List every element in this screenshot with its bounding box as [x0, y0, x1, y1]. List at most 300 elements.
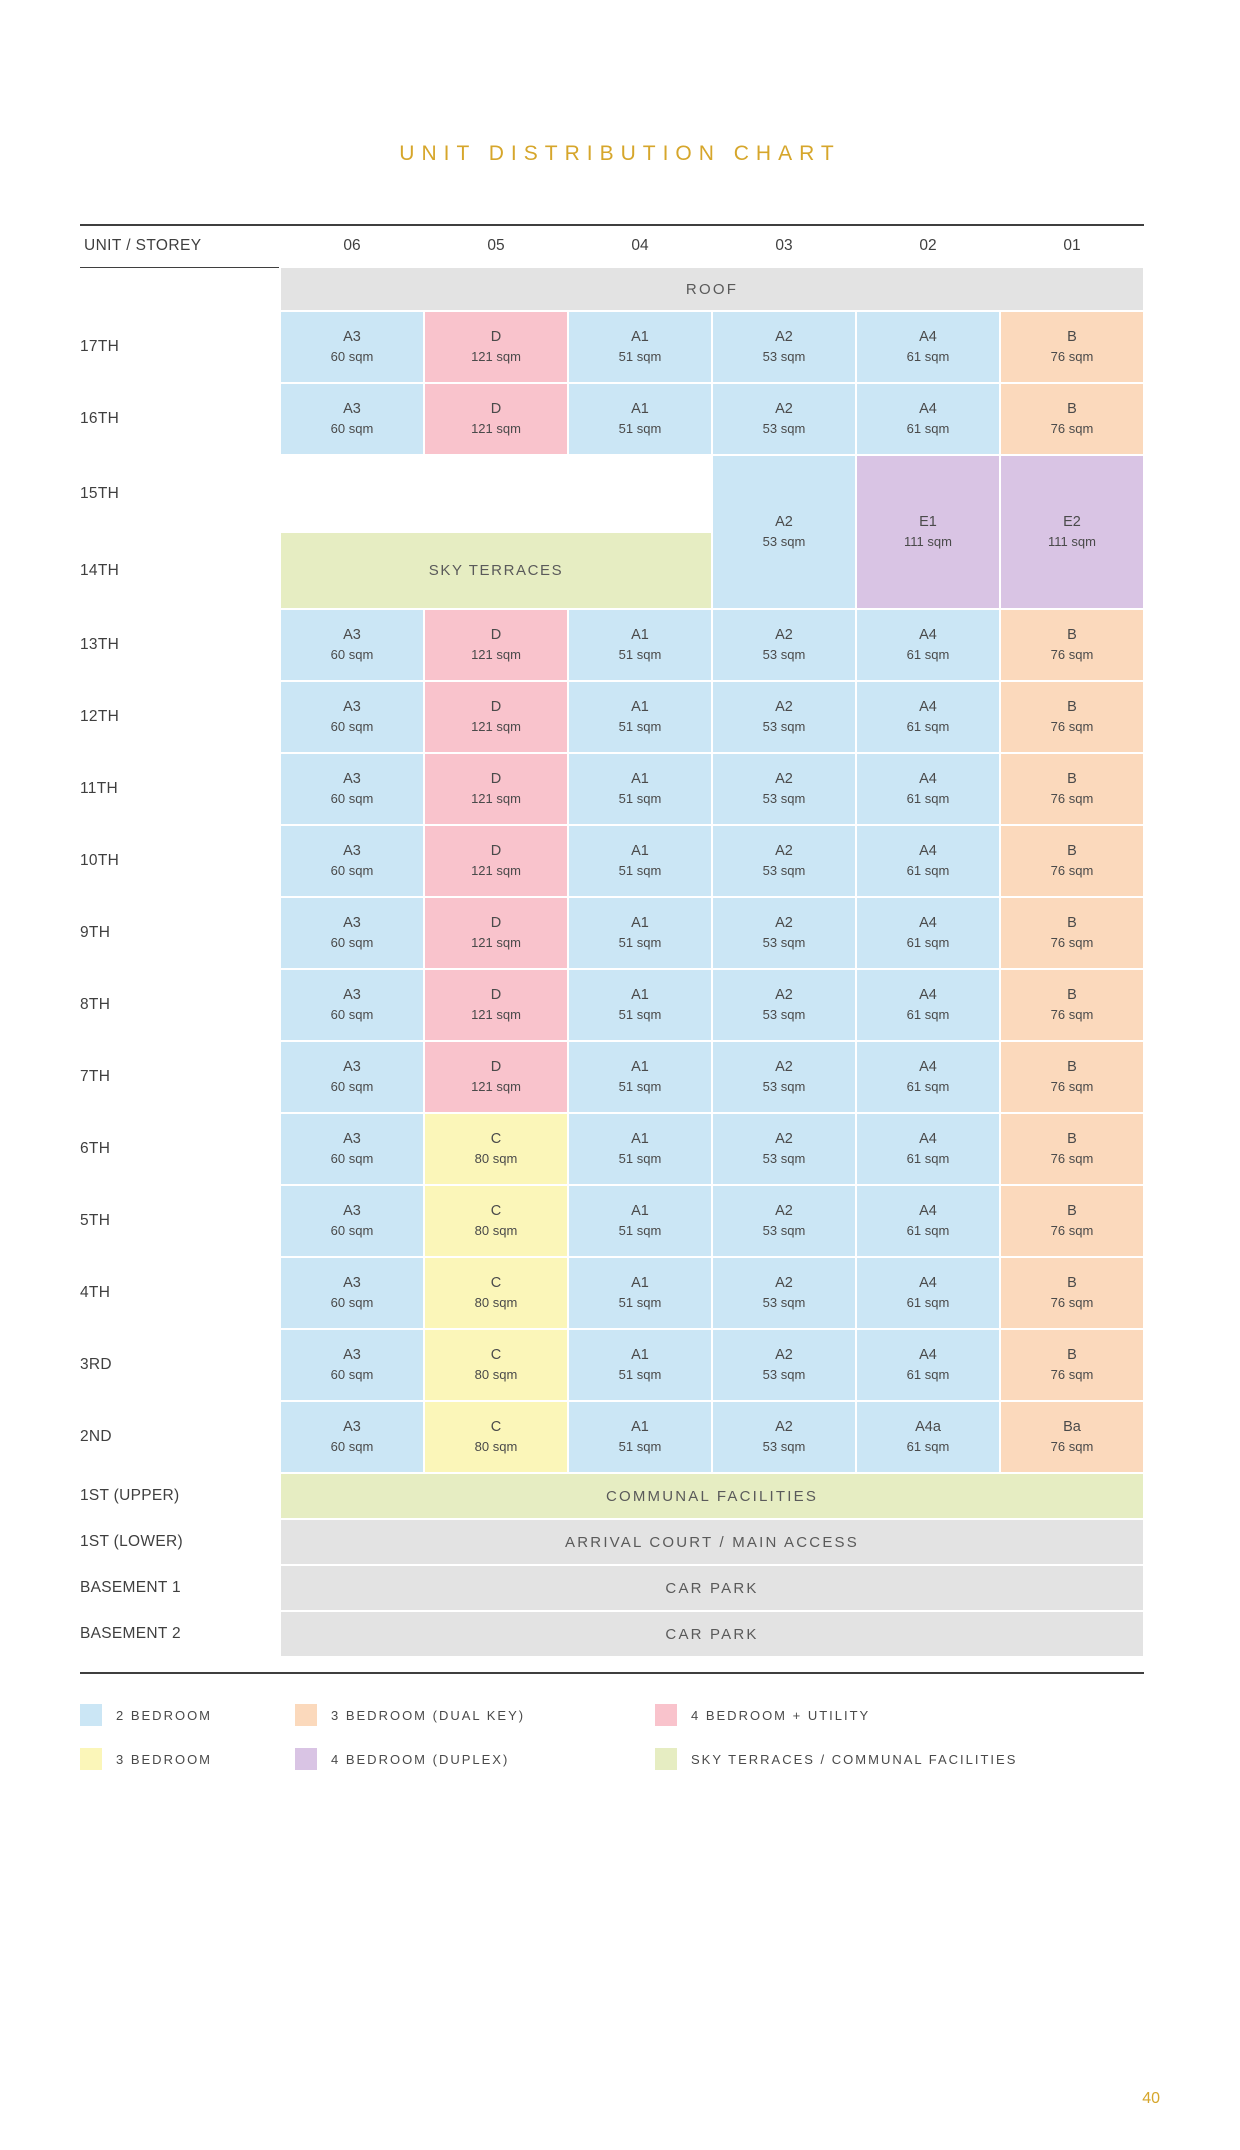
unit-area: 53 sqm [762, 791, 806, 807]
unit-cell[interactable] [568, 897, 712, 969]
unit-code: D [490, 699, 502, 716]
legend-item [655, 1748, 1135, 1770]
unit-code: B [1067, 627, 1077, 644]
header-unit-storey: UNIT / STOREY [80, 225, 280, 267]
unit-code: A3 [343, 1203, 361, 1220]
row-label-1st-upper: 1ST (UPPER) [80, 1487, 180, 1504]
unit-area: 76 sqm [1050, 935, 1094, 951]
unit-area: 60 sqm [330, 1295, 374, 1311]
unit-cell[interactable] [280, 1185, 424, 1257]
unit-cell[interactable] [424, 1185, 568, 1257]
header-col-01: 01 [1000, 225, 1144, 267]
unit-cell[interactable] [712, 1041, 856, 1113]
unit-code: B [1067, 1347, 1077, 1364]
unit-code: A3 [343, 987, 361, 1004]
unit-cell[interactable] [424, 1329, 568, 1401]
unit-distribution-table [80, 224, 1145, 1658]
unit-area: 51 sqm [618, 1151, 662, 1167]
table-row [80, 455, 1144, 532]
unit-code: A2 [775, 1131, 793, 1148]
row-label-4th: 4TH [80, 1284, 111, 1301]
unit-area: 51 sqm [618, 863, 662, 879]
unit-code: A3 [343, 1131, 361, 1148]
unit-code: B [1067, 329, 1077, 346]
unit-cell[interactable] [280, 681, 424, 753]
unit-cell[interactable] [712, 609, 856, 681]
unit-area: 60 sqm [330, 1367, 374, 1383]
unit-code: A2 [775, 915, 793, 932]
table-row [80, 681, 1144, 753]
unit-code: A4 [919, 1131, 937, 1148]
unit-area: 121 sqm [471, 349, 521, 365]
unit-code: A1 [631, 1131, 649, 1148]
unit-cell[interactable] [712, 1401, 856, 1473]
unit-area: 53 sqm [762, 935, 806, 951]
unit-code: C [490, 1275, 502, 1292]
unit-code: A1 [631, 627, 649, 644]
unit-code: B [1067, 915, 1077, 932]
unit-code: A1 [631, 1059, 649, 1076]
unit-code: A2 [775, 843, 793, 860]
unit-code: A4 [919, 401, 937, 418]
unit-area: 51 sqm [618, 647, 662, 663]
row-label-7th: 7TH [80, 1068, 111, 1085]
unit-area: 121 sqm [471, 647, 521, 663]
unit-code: A2 [775, 987, 793, 1004]
unit-code: Ba [1063, 1419, 1081, 1436]
unit-code: B [1067, 699, 1077, 716]
unit-cell[interactable] [568, 1257, 712, 1329]
unit-cell[interactable] [568, 311, 712, 383]
unit-code: A1 [631, 1347, 649, 1364]
unit-cell[interactable] [280, 825, 424, 897]
unit-cell[interactable] [568, 383, 712, 455]
unit-area: 76 sqm [1050, 1007, 1094, 1023]
unit-area: 80 sqm [474, 1151, 518, 1167]
header-col-03: 03 [712, 225, 856, 267]
unit-area: 60 sqm [330, 791, 374, 807]
unit-cell[interactable] [424, 897, 568, 969]
unit-cell[interactable] [856, 681, 1000, 753]
unit-code: A1 [631, 401, 649, 418]
unit-area: 76 sqm [1050, 1439, 1094, 1455]
unit-cell[interactable] [424, 753, 568, 825]
unit-code: D [490, 329, 502, 346]
unit-area: 76 sqm [1050, 791, 1094, 807]
unit-area: 51 sqm [618, 935, 662, 951]
row-label-13th: 13TH [80, 636, 120, 653]
row-label-2nd: 2ND [80, 1428, 112, 1445]
unit-code: A2 [775, 1275, 793, 1292]
unit-code: A1 [631, 987, 649, 1004]
unit-cell[interactable] [280, 1329, 424, 1401]
unit-area: 60 sqm [330, 647, 374, 663]
unit-area: 61 sqm [906, 421, 950, 437]
unit-area: 121 sqm [471, 719, 521, 735]
table-row [80, 1185, 1144, 1257]
unit-cell[interactable] [568, 1113, 712, 1185]
unit-area: 121 sqm [471, 421, 521, 437]
unit-area: 76 sqm [1050, 349, 1094, 365]
table-body [80, 267, 1144, 1657]
row-label-11th: 11TH [80, 780, 118, 797]
unit-cell[interactable] [856, 1257, 1000, 1329]
unit-code: A4 [919, 987, 937, 1004]
table-row [80, 311, 1144, 383]
unit-area: 61 sqm [906, 349, 950, 365]
unit-cell[interactable] [424, 609, 568, 681]
unit-code: B [1067, 1275, 1077, 1292]
unit-cell[interactable] [1000, 897, 1144, 969]
unit-code: A2 [775, 514, 793, 531]
table-row [80, 1565, 1144, 1611]
table-row [80, 1113, 1144, 1185]
unit-area: 51 sqm [618, 1367, 662, 1383]
unit-cell[interactable] [280, 753, 424, 825]
unit-cell[interactable] [856, 455, 1000, 609]
unit-cell[interactable] [1000, 1041, 1144, 1113]
unit-cell[interactable] [568, 969, 712, 1041]
unit-code: E1 [919, 514, 937, 531]
unit-code: A3 [343, 627, 361, 644]
unit-cell[interactable] [568, 609, 712, 681]
table-row [80, 1041, 1144, 1113]
unit-area: 76 sqm [1050, 1151, 1094, 1167]
unit-code: A2 [775, 1203, 793, 1220]
unit-cell[interactable] [712, 681, 856, 753]
unit-code: C [490, 1131, 502, 1148]
unit-cell[interactable] [280, 609, 424, 681]
unit-area: 61 sqm [906, 719, 950, 735]
legend-label: 3 BEDROOM [116, 1751, 213, 1767]
legend-swatch-3-bedroom-dual-key [295, 1704, 317, 1726]
unit-area: 53 sqm [762, 1151, 806, 1167]
page-title: UNIT DISTRIBUTION CHART [399, 142, 841, 165]
unit-area: 51 sqm [618, 1079, 662, 1095]
unit-area: 111 sqm [1048, 534, 1096, 550]
unit-area: 76 sqm [1050, 1367, 1094, 1383]
page-number: 40 [1142, 2090, 1160, 2107]
unit-code: A3 [343, 1059, 361, 1076]
unit-area: 61 sqm [906, 1295, 950, 1311]
unit-area: 51 sqm [618, 791, 662, 807]
row-label-1st-lower: 1ST (LOWER) [80, 1533, 183, 1550]
unit-cell[interactable] [424, 1113, 568, 1185]
unit-code: A3 [343, 1419, 361, 1436]
unit-code: B [1067, 1203, 1077, 1220]
unit-code: A1 [631, 915, 649, 932]
unit-cell[interactable] [712, 753, 856, 825]
unit-code: D [490, 843, 502, 860]
unit-area: 61 sqm [906, 1007, 950, 1023]
unit-cell[interactable] [856, 609, 1000, 681]
unit-code: A3 [343, 1347, 361, 1364]
table-row [80, 1257, 1144, 1329]
unit-code: E2 [1063, 514, 1081, 531]
unit-area: 53 sqm [762, 863, 806, 879]
unit-cell[interactable] [568, 1329, 712, 1401]
unit-cell[interactable] [280, 1041, 424, 1113]
sky-terraces-band: SKY TERRACES [280, 532, 712, 609]
unit-cell[interactable] [1000, 455, 1144, 609]
unit-code: A2 [775, 329, 793, 346]
unit-cell[interactable] [424, 825, 568, 897]
unit-cell[interactable] [568, 825, 712, 897]
table-header-row [80, 225, 1144, 267]
unit-cell[interactable] [712, 1185, 856, 1257]
unit-area: 76 sqm [1050, 1295, 1094, 1311]
unit-area: 53 sqm [762, 719, 806, 735]
unit-area: 61 sqm [906, 1151, 950, 1167]
unit-cell[interactable] [1000, 1113, 1144, 1185]
unit-cell[interactable] [856, 897, 1000, 969]
unit-cell[interactable] [856, 1113, 1000, 1185]
unit-area: 80 sqm [474, 1223, 518, 1239]
unit-area: 61 sqm [906, 863, 950, 879]
unit-area: 111 sqm [904, 534, 952, 550]
unit-cell[interactable] [568, 681, 712, 753]
unit-cell[interactable] [1000, 383, 1144, 455]
unit-code: A4 [919, 699, 937, 716]
unit-code: B [1067, 987, 1077, 1004]
unit-code: A3 [343, 771, 361, 788]
table-row [80, 1611, 1144, 1657]
unit-code: D [490, 987, 502, 1004]
unit-area: 53 sqm [762, 1367, 806, 1383]
unit-area: 53 sqm [762, 1223, 806, 1239]
unit-code: A4 [919, 1059, 937, 1076]
unit-code: C [490, 1419, 502, 1436]
legend-swatch-4-bedroom-duplex [295, 1748, 317, 1770]
unit-cell[interactable] [1000, 1401, 1144, 1473]
unit-cell[interactable] [712, 1113, 856, 1185]
unit-code: A2 [775, 771, 793, 788]
unit-cell[interactable] [1000, 969, 1144, 1041]
unit-cell[interactable] [856, 969, 1000, 1041]
unit-area: 60 sqm [330, 1079, 374, 1095]
unit-area: 76 sqm [1050, 719, 1094, 735]
unit-area: 51 sqm [618, 1007, 662, 1023]
unit-cell[interactable] [856, 1329, 1000, 1401]
unit-code: A4 [919, 1275, 937, 1292]
unit-area: 51 sqm [618, 719, 662, 735]
unit-cell[interactable] [280, 1113, 424, 1185]
unit-cell[interactable] [856, 1185, 1000, 1257]
unit-area: 121 sqm [471, 863, 521, 879]
table-row [80, 1519, 1144, 1565]
unit-area: 80 sqm [474, 1439, 518, 1455]
header-col-04: 04 [568, 225, 712, 267]
unit-area: 60 sqm [330, 935, 374, 951]
unit-cell[interactable] [856, 825, 1000, 897]
row-label-14th: 14TH [80, 561, 120, 579]
unit-cell[interactable] [1000, 311, 1144, 383]
legend-item [295, 1704, 655, 1726]
unit-code: A2 [775, 699, 793, 716]
header-col-05: 05 [424, 225, 568, 267]
unit-cell[interactable] [712, 455, 856, 609]
unit-code: A4 [919, 1347, 937, 1364]
unit-cell[interactable] [712, 969, 856, 1041]
row-label-17th: 17TH [80, 338, 120, 355]
unit-code: A3 [343, 699, 361, 716]
legend-item [80, 1704, 295, 1726]
unit-cell[interactable] [1000, 1257, 1144, 1329]
car-park-band-1: CAR PARK [280, 1565, 1144, 1611]
unit-code: D [490, 915, 502, 932]
unit-area: 51 sqm [618, 1439, 662, 1455]
unit-code: D [490, 401, 502, 418]
unit-cell[interactable] [280, 897, 424, 969]
unit-code: A1 [631, 329, 649, 346]
legend [80, 1704, 1144, 1792]
unit-code: A4 [919, 843, 937, 860]
unit-cell[interactable] [568, 753, 712, 825]
unit-area: 61 sqm [906, 791, 950, 807]
legend-swatch-3-bedroom [80, 1748, 102, 1770]
unit-cell[interactable] [1000, 753, 1144, 825]
unit-cell[interactable] [1000, 609, 1144, 681]
unit-code: A3 [343, 843, 361, 860]
unit-area: 80 sqm [474, 1295, 518, 1311]
car-park-band-2: CAR PARK [280, 1611, 1144, 1657]
legend-label: 2 BEDROOM [116, 1707, 213, 1723]
legend-swatch-sky-terraces-communal [655, 1748, 677, 1770]
unit-cell[interactable] [424, 969, 568, 1041]
unit-cell[interactable] [568, 1401, 712, 1473]
unit-cell[interactable] [424, 311, 568, 383]
unit-cell[interactable] [856, 1401, 1000, 1473]
unit-code: A1 [631, 1275, 649, 1292]
legend-item [80, 1748, 295, 1770]
unit-area: 76 sqm [1050, 421, 1094, 437]
unit-cell[interactable] [712, 897, 856, 969]
unit-area: 121 sqm [471, 935, 521, 951]
unit-area: 60 sqm [330, 349, 374, 365]
unit-cell[interactable] [424, 681, 568, 753]
unit-code: A4 [919, 329, 937, 346]
unit-cell[interactable] [712, 1257, 856, 1329]
unit-area: 60 sqm [330, 1151, 374, 1167]
unit-cell[interactable] [712, 825, 856, 897]
unit-cell[interactable] [1000, 825, 1144, 897]
unit-cell[interactable] [1000, 681, 1144, 753]
legend-label: SKY TERRACES / COMMUNAL FACILITIES [691, 1751, 1018, 1767]
arrival-court-band: ARRIVAL COURT / MAIN ACCESS [280, 1519, 1144, 1565]
table-row [80, 1329, 1144, 1401]
unit-area: 80 sqm [474, 1367, 518, 1383]
table-row [80, 1473, 1144, 1519]
unit-cell[interactable] [1000, 1185, 1144, 1257]
unit-area: 76 sqm [1050, 647, 1094, 663]
legend-label: 4 BEDROOM + UTILITY [691, 1707, 871, 1723]
unit-code: A3 [343, 401, 361, 418]
unit-code: A2 [775, 1059, 793, 1076]
unit-area: 53 sqm [762, 1439, 806, 1455]
unit-area: 51 sqm [618, 349, 662, 365]
unit-code: B [1067, 843, 1077, 860]
unit-cell[interactable] [280, 1401, 424, 1473]
unit-code: A4 [919, 771, 937, 788]
unit-area: 61 sqm [906, 1079, 950, 1095]
unit-cell[interactable] [424, 1041, 568, 1113]
unit-area: 121 sqm [471, 1007, 521, 1023]
unit-cell[interactable] [424, 383, 568, 455]
unit-distribution-page [0, 142, 1240, 2150]
row-label-12th: 12TH [80, 708, 120, 725]
unit-cell[interactable] [856, 753, 1000, 825]
unit-cell[interactable] [424, 1257, 568, 1329]
unit-code: A2 [775, 1347, 793, 1364]
unit-code: B [1067, 1059, 1077, 1076]
unit-code: C [490, 1347, 502, 1364]
unit-cell[interactable] [568, 1041, 712, 1113]
unit-cell[interactable] [280, 969, 424, 1041]
table-row [80, 267, 1144, 311]
bottom-divider [80, 1672, 1144, 1674]
unit-code: A2 [775, 1419, 793, 1436]
table-row [80, 897, 1144, 969]
unit-area: 53 sqm [762, 534, 806, 550]
unit-cell[interactable] [712, 383, 856, 455]
row-label-9th: 9TH [80, 924, 111, 941]
unit-cell[interactable] [712, 311, 856, 383]
unit-area: 53 sqm [762, 647, 806, 663]
table-row [80, 969, 1144, 1041]
legend-swatch-2-bedroom [80, 1704, 102, 1726]
unit-cell[interactable] [424, 1401, 568, 1473]
unit-area: 60 sqm [330, 421, 374, 437]
row-label-8th: 8TH [80, 996, 111, 1013]
unit-cell[interactable] [568, 1185, 712, 1257]
unit-area: 53 sqm [762, 1007, 806, 1023]
row-label-basement-2: BASEMENT 2 [80, 1625, 181, 1642]
legend-swatch-4-bedroom-utility [655, 1704, 677, 1726]
unit-area: 76 sqm [1050, 863, 1094, 879]
unit-code: A4a [915, 1419, 941, 1436]
unit-area: 61 sqm [906, 935, 950, 951]
unit-code: A4 [919, 915, 937, 932]
unit-cell[interactable] [856, 383, 1000, 455]
unit-area: 61 sqm [906, 1439, 950, 1455]
unit-code: B [1067, 771, 1077, 788]
unit-cell[interactable] [280, 383, 424, 455]
unit-cell[interactable] [856, 311, 1000, 383]
unit-code: A1 [631, 1419, 649, 1436]
unit-code: D [490, 1059, 502, 1076]
unit-area: 121 sqm [471, 791, 521, 807]
table-row [80, 1401, 1144, 1473]
unit-cell[interactable] [712, 1329, 856, 1401]
unit-code: A4 [919, 1203, 937, 1220]
unit-area: 60 sqm [330, 719, 374, 735]
unit-cell[interactable] [280, 311, 424, 383]
unit-cell[interactable] [856, 1041, 1000, 1113]
row-label-5th: 5TH [80, 1212, 111, 1229]
unit-area: 51 sqm [618, 1223, 662, 1239]
unit-code: A1 [631, 1203, 649, 1220]
roof-band: ROOF [280, 267, 1144, 311]
row-label-16th: 16TH [80, 410, 120, 427]
header-col-06: 06 [280, 225, 424, 267]
unit-cell[interactable] [1000, 1329, 1144, 1401]
unit-area: 60 sqm [330, 1223, 374, 1239]
unit-cell[interactable] [280, 1257, 424, 1329]
unit-code: B [1067, 401, 1077, 418]
table-row [80, 825, 1144, 897]
unit-code: A1 [631, 771, 649, 788]
legend-label: 3 BEDROOM (DUAL KEY) [331, 1707, 526, 1723]
